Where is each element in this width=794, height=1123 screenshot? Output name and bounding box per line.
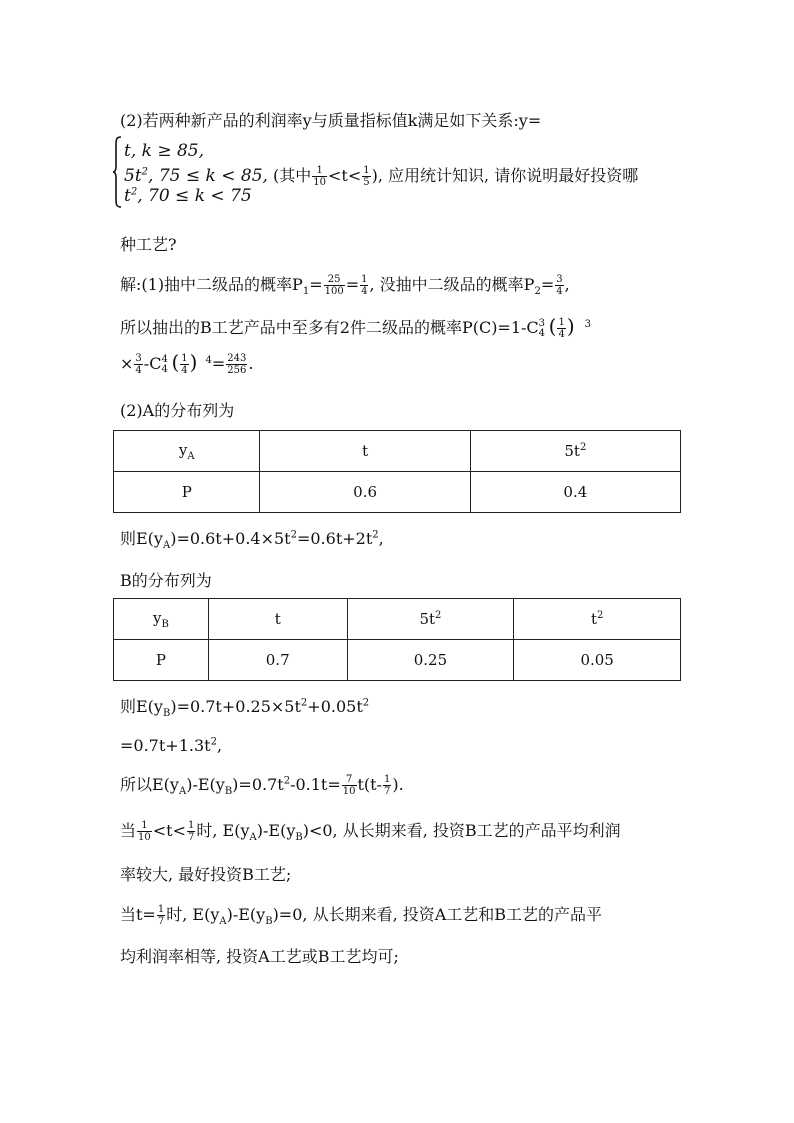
table-cell: 0.4: [470, 472, 680, 513]
table-cell: P: [114, 472, 260, 513]
fraction: $\frac{3}{4}$: [135, 353, 142, 376]
fraction: $\frac{1}{10}$: [313, 165, 326, 188]
piecewise-case-1: t, k ≥ 85,: [124, 141, 205, 161]
solution-1-line-2: 所以抽出的B工艺产品中至多有2件二级品的概率P(C)=1-C 3 4 ( $\frac{1}{4}$ ) $^3$: [120, 314, 592, 340]
case-less-than-line-2: 率较大, 最好投资B工艺;: [120, 865, 292, 884]
fraction: $\frac{243}{256}$: [227, 353, 247, 376]
table-a-title: (2)A的分布列为: [120, 401, 235, 420]
table-cell: t: [208, 599, 347, 640]
table-cell: t: [260, 431, 470, 472]
solution-1-line-3: × $\frac{3}{4}$ -C 4 4 ( $\frac{1}{4}$ ) $^4$= $\frac{243}{256}$ .: [120, 350, 254, 376]
table-cell: P: [114, 640, 209, 681]
piecewise-brace: [112, 136, 122, 212]
case-less-than-line-1: 当 $\frac{1}{10}$ <t< $\frac{1}{7}$ 时, $E(y_A)-E(y_B)<0$, 从长期来看, 投资B工艺的产品平均利润: [120, 820, 621, 844]
fraction: $\frac{3}{4}$: [556, 274, 563, 297]
fraction: $\frac{1}{4}$: [558, 317, 565, 340]
expectation-difference: 所以$E(y_A)-E(y_B)=0.7t^2-0.1t=$ $\frac{7}{10}$ t(t- $\frac{1}{7}$ ).: [120, 774, 404, 798]
expectation-b: 则$E(y_B)=0.7t+0.25\times 5t^2+0.05t^2$: [120, 697, 370, 720]
solution-1-line-1: 解:(1)抽中二级品的概率$P_1=$ $\frac{25}{100}$ = $\frac{1}{4}$ , 没抽中二级品的概率$P_2=$ $\frac{3}{4}$ ,: [120, 274, 570, 298]
question-2-tail: 种工艺?: [120, 235, 177, 254]
table-row: [114, 599, 681, 640]
table-cell: $y_A$: [114, 431, 260, 472]
table-cell: 0.6: [260, 472, 470, 513]
fraction: $\frac{1}{4}$: [361, 274, 368, 297]
table-cell: 0.25: [347, 640, 514, 681]
fraction: $\frac{1}{7}$: [384, 774, 391, 797]
fraction: $\frac{25}{100}$: [324, 274, 344, 297]
fraction: $\frac{1}{5}$: [363, 165, 370, 188]
table-cell: $y_B$: [114, 599, 209, 640]
case-equal-line-2: 均利润率相等, 投资A工艺或B工艺均可;: [120, 947, 399, 966]
table-cell: $5t^2$: [347, 599, 514, 640]
fraction: $\frac{1}{4}$: [181, 353, 188, 376]
table-cell: $5t^2$: [470, 431, 680, 472]
table-b-title: B的分布列为: [120, 571, 212, 590]
expectation-a: 则$E(y_A)=0.6t+0.4\times 5t^2=0.6t+2t^2$,: [120, 529, 384, 552]
fraction: $\frac{1}{10}$: [138, 820, 151, 843]
table-row: [114, 431, 681, 472]
question-2-intro: (2)若两种新产品的利润率y与质量指标值k满足如下关系:y=: [120, 111, 542, 130]
table-cell: $t^2$: [514, 599, 681, 640]
table-cell: 0.7: [208, 640, 347, 681]
distribution-table-b: [113, 598, 681, 681]
fraction: $\frac{1}{7}$: [157, 904, 165, 927]
fraction: $\frac{7}{10}$: [342, 774, 356, 797]
table-row: [114, 472, 681, 513]
distribution-table-a: [113, 430, 681, 513]
case-equal-line-1: 当t= $\frac{1}{7}$ 时, $E(y_A)-E(y_B)=0$, 从长期来看, 投资A工艺和B工艺的产品平: [120, 904, 603, 928]
fraction: $\frac{1}{7}$: [188, 820, 195, 843]
table-cell: 0.05: [514, 640, 681, 681]
expectation-b-simplified: $=0.7t+1.3t^2$,: [120, 736, 223, 755]
piecewise-case-3: $t^2$, 70 ≤ k < 75: [124, 186, 252, 206]
piecewise-case-2: $5t^2$, 75 ≤ k < 85, (其中 $\frac{1}{10}$ <t< $\frac{1}{5}$ ), 应用统计知识, 请你说明最好投资哪: [124, 165, 639, 188]
table-row: [114, 640, 681, 681]
